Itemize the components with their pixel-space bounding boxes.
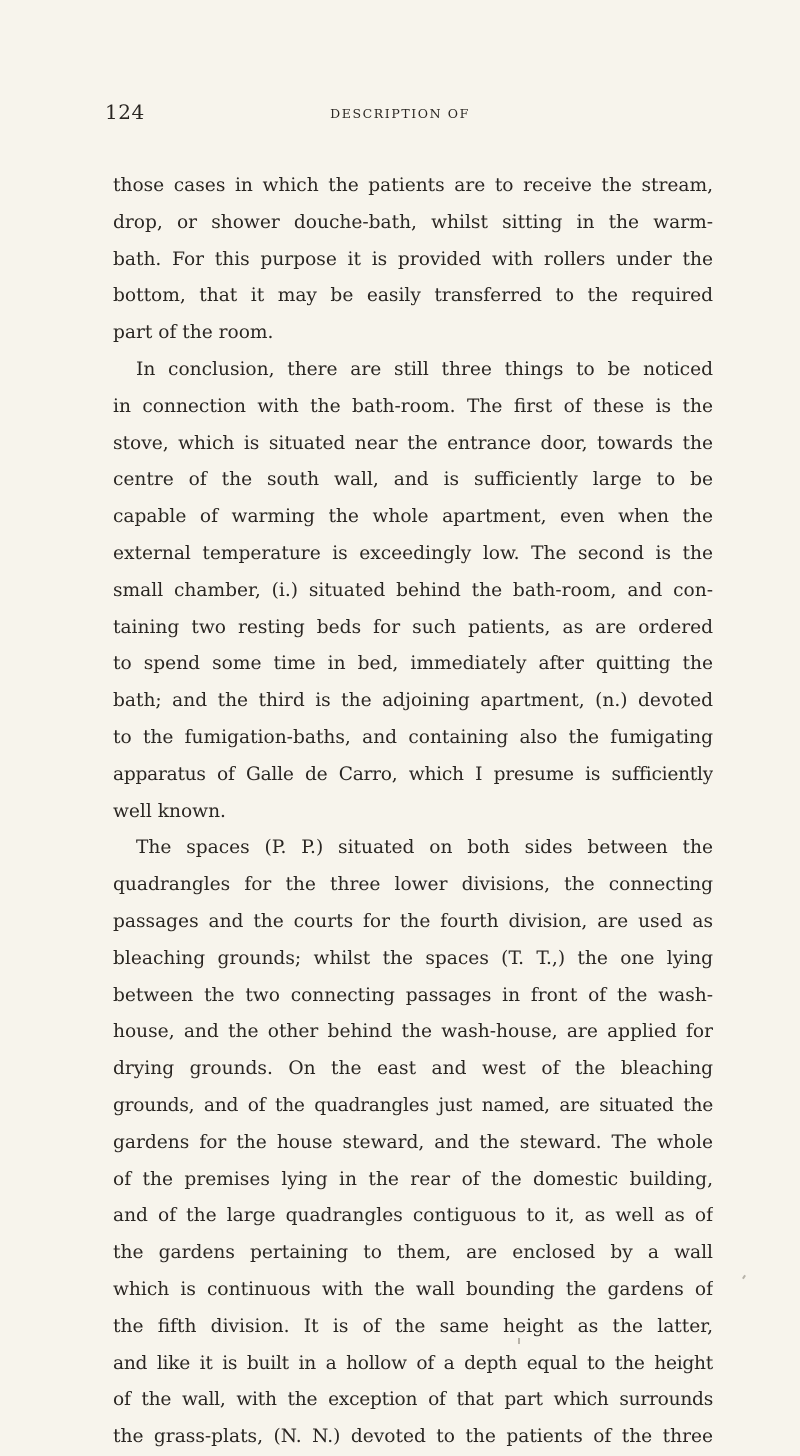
text-line: drying grounds. On the east and west of the bleaching (113, 1058, 713, 1080)
text-line: quadrangles for the three lower divisions, the connecting (113, 874, 713, 896)
paper-speck (518, 1338, 520, 1344)
text-line: the fifth division. It is of the same height as the latter, (113, 1315, 713, 1337)
text-line: and like it is built in a hollow of a depth equal to the height (113, 1352, 713, 1374)
text-line: part of the room. (113, 322, 274, 344)
text-line: passages and the courts for the fourth division, are used as (113, 910, 713, 932)
text-line: house, and the other behind the wash-house, are applied for (113, 1021, 713, 1043)
text-line: grounds, and of the quadrangles just named, are situated the (113, 1094, 713, 1116)
text-line: bleaching grounds; whilst the spaces (T. T.,) the one lying (113, 947, 713, 969)
page-number: 124 (105, 100, 145, 124)
text-line: gardens for the house steward, and the steward. The whole (113, 1131, 713, 1153)
text-line: bottom, that it may be easily transferred to the required (113, 285, 713, 307)
text-line: the grass-plats, (N. N.) devoted to the patients of the three (113, 1426, 713, 1448)
body-text (113, 168, 713, 1456)
text-line: apparatus of Galle de Carro, which I presume is sufficiently (113, 763, 713, 785)
text-line: stove, which is situated near the entrance door, towards the (113, 432, 713, 454)
text-line: to spend some time in bed, immediately after quitting the (113, 653, 713, 675)
text-line: bath; and the third is the adjoining apartment, (n.) devoted (113, 690, 713, 712)
text-line: capable of warming the whole apartment, even when the (113, 506, 713, 528)
text-line: drop, or shower douche-bath, whilst sitting in the warm- (113, 211, 713, 233)
text-line: to the fumigation-baths, and containing also the fumigating (113, 726, 713, 748)
text-line: centre of the south wall, and is sufficiently large to be (113, 469, 713, 491)
text-line: taining two resting beds for such patients, as are ordered (113, 616, 713, 638)
text-line: In conclusion, there are still three things to be noticed (136, 358, 713, 380)
text-line: which is continuous with the wall bounding the gardens of (113, 1278, 713, 1300)
text-line: of the premises lying in the rear of the domestic building, (113, 1168, 713, 1190)
paper-speck (742, 1275, 746, 1279)
text-line: external temperature is exceedingly low. The second is the (113, 542, 713, 564)
text-line: The spaces (P. P.) situated on both sides between the (136, 837, 713, 859)
text-line: bath. For this purpose it is provided with rollers under the (113, 248, 713, 270)
text-line: those cases in which the patients are to receive the stream, (113, 175, 713, 196)
text-line: of the wall, with the exception of that part which surrounds (113, 1389, 713, 1411)
text-line: between the two connecting passages in front of the wash- (113, 984, 713, 1006)
text-line: well known. (113, 800, 226, 822)
text-line: in connection with the bath-room. The first of these is the (113, 395, 713, 417)
running-head: DESCRIPTION OF (330, 106, 470, 121)
text-line: and of the large quadrangles contiguous to it, as well as of (113, 1205, 713, 1227)
text-line: small chamber, (i.) situated behind the bath-room, and con- (113, 579, 713, 601)
text-line: the gardens pertaining to them, are enclosed by a wall (113, 1242, 713, 1264)
